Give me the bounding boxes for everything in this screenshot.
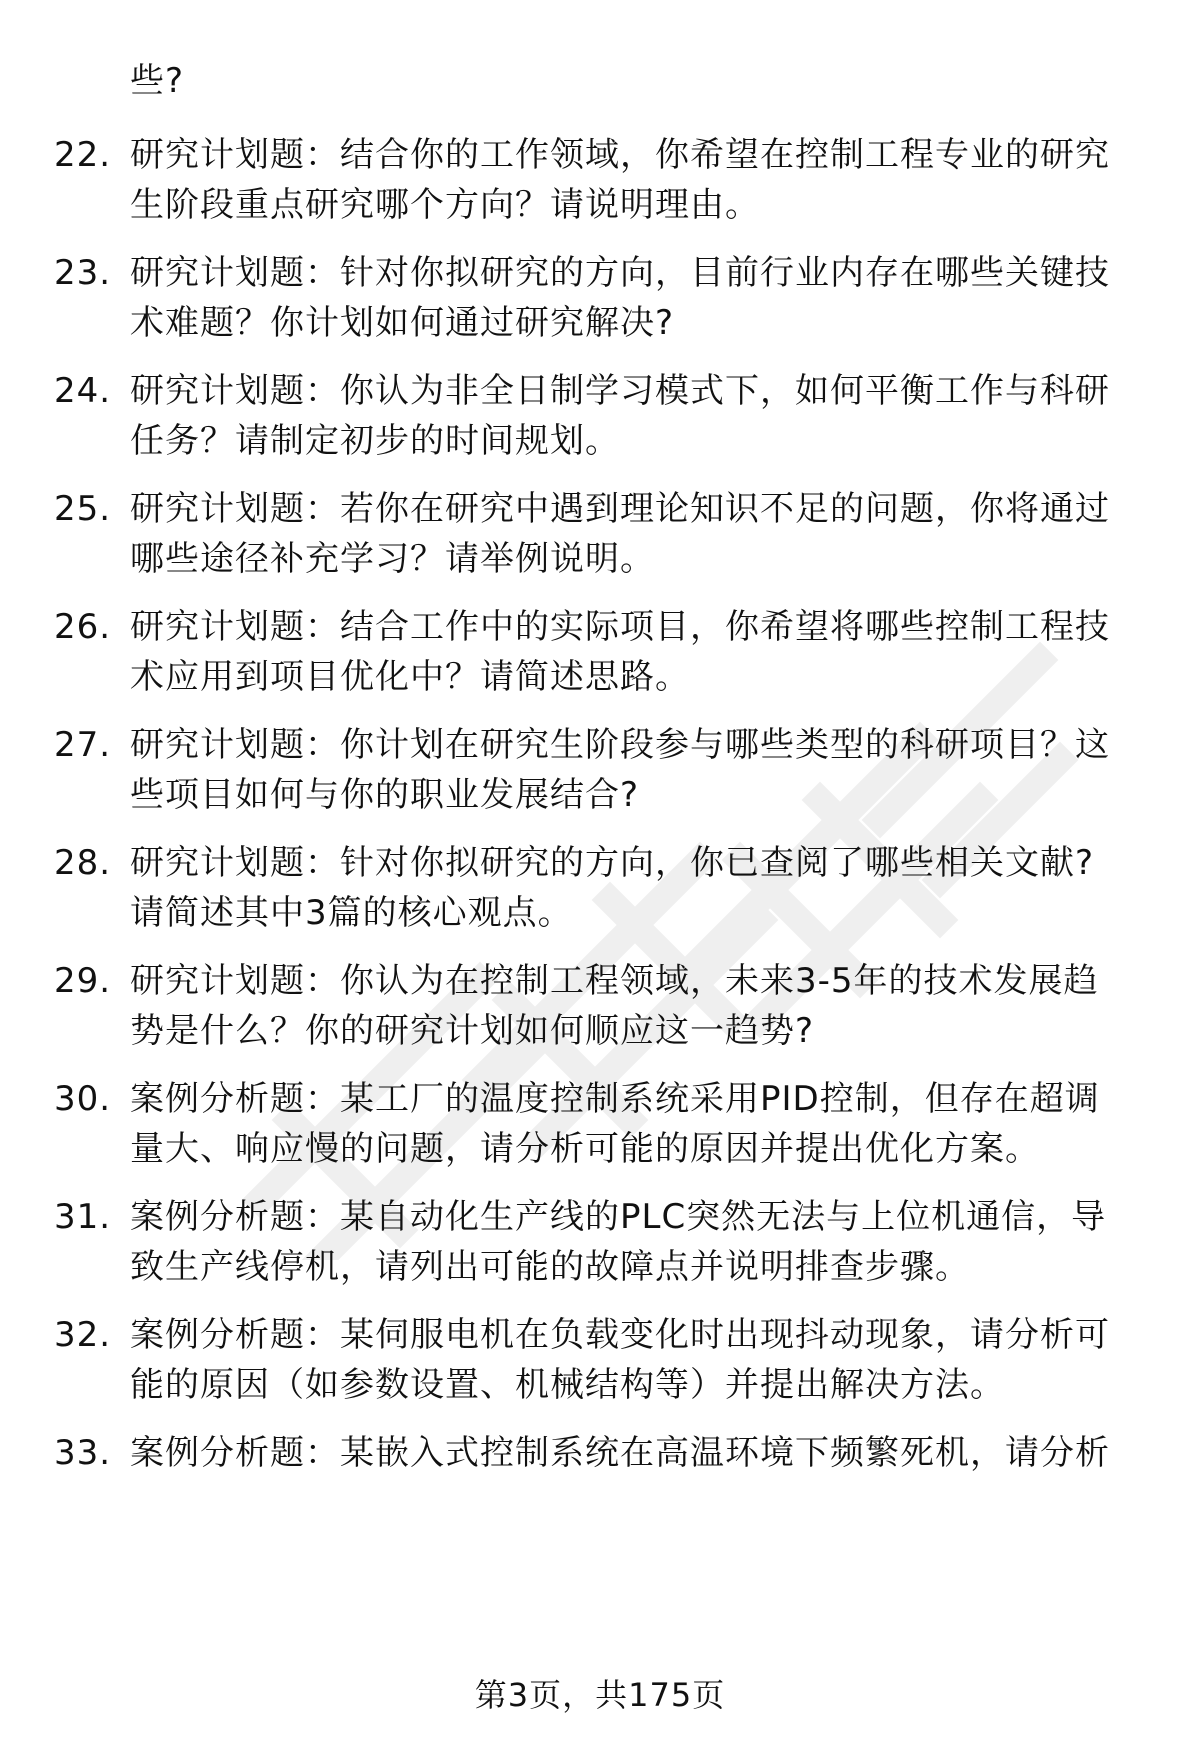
question-number: 31. (54, 1197, 112, 1237)
question-text-line: 研究计划题：结合你的工作领域，你希望在控制工程专业的研究 (130, 135, 1110, 175)
question-number: 26. (54, 607, 112, 647)
question-text-line: 研究计划题：你认为在控制工程领域，未来3-5年的技术发展趋 (130, 961, 1099, 1001)
question-number: 29. (54, 961, 112, 1001)
question-text-line: 任务？请制定初步的时间规划。 (130, 421, 620, 461)
question-text-line: 研究计划题：针对你拟研究的方向，目前行业内存在哪些关键技 (130, 253, 1110, 293)
page-indicator: 第3页，共175页 (474, 1676, 726, 1714)
question-text-line: 研究计划题：你计划在研究生阶段参与哪些类型的科研项目？这 (130, 725, 1110, 765)
question-number: 22. (54, 135, 112, 175)
question-text-line: 研究计划题：结合工作中的实际项目，你希望将哪些控制工程技 (130, 607, 1110, 647)
question-number: 28. (54, 843, 112, 883)
question-text-line: 势是什么？你的研究计划如何顺应这一趋势? (130, 1011, 815, 1051)
question-text-line: 案例分析题：某伺服电机在负载变化时出现抖动现象，请分析可 (130, 1315, 1110, 1355)
question-text-line: 生阶段重点研究哪个方向？请说明理由。 (130, 185, 760, 225)
question-number: 33. (54, 1433, 112, 1473)
question-number: 30. (54, 1079, 112, 1119)
question-text-line: 案例分析题：某工厂的温度控制系统采用PID控制，但存在超调 (130, 1079, 1100, 1119)
question-text-line: 些项目如何与你的职业发展结合? (130, 775, 640, 815)
question-text-line: 术应用到项目优化中？请简述思路。 (130, 657, 690, 697)
question-number: 27. (54, 725, 112, 765)
question-text-line: 术难题？你计划如何通过研究解决? (130, 303, 675, 343)
question-text-line: 研究计划题：你认为非全日制学习模式下，如何平衡工作与科研 (130, 371, 1110, 411)
question-text-line: 致生产线停机，请列出可能的故障点并说明排查步骤。 (130, 1247, 970, 1287)
question-text-line: 请简述其中3篇的核心观点。 (130, 893, 573, 933)
question-text-line: 能的原因（如参数设置、机械结构等）并提出解决方法。 (130, 1365, 1005, 1405)
question-text-line: 哪些途径补充学习？请举例说明。 (130, 539, 655, 579)
question-text-line: 研究计划题：针对你拟研究的方向，你已查阅了哪些相关文献? (130, 843, 1095, 883)
continuation-text: 些? (130, 61, 185, 101)
question-text-line: 研究计划题：若你在研究中遇到理论知识不足的问题，你将通过 (130, 489, 1110, 529)
question-number: 25. (54, 489, 112, 529)
question-text-line: 案例分析题：某自动化生产线的PLC突然无法与上位机通信，导 (130, 1197, 1107, 1237)
question-number: 24. (54, 371, 112, 411)
question-text-line: 案例分析题：某嵌入式控制系统在高温环境下频繁死机，请分析 (130, 1433, 1110, 1473)
question-number: 32. (54, 1315, 112, 1355)
question-text-line: 量大、响应慢的问题，请分析可能的原因并提出优化方案。 (130, 1129, 1040, 1169)
question-number: 23. (54, 253, 112, 293)
